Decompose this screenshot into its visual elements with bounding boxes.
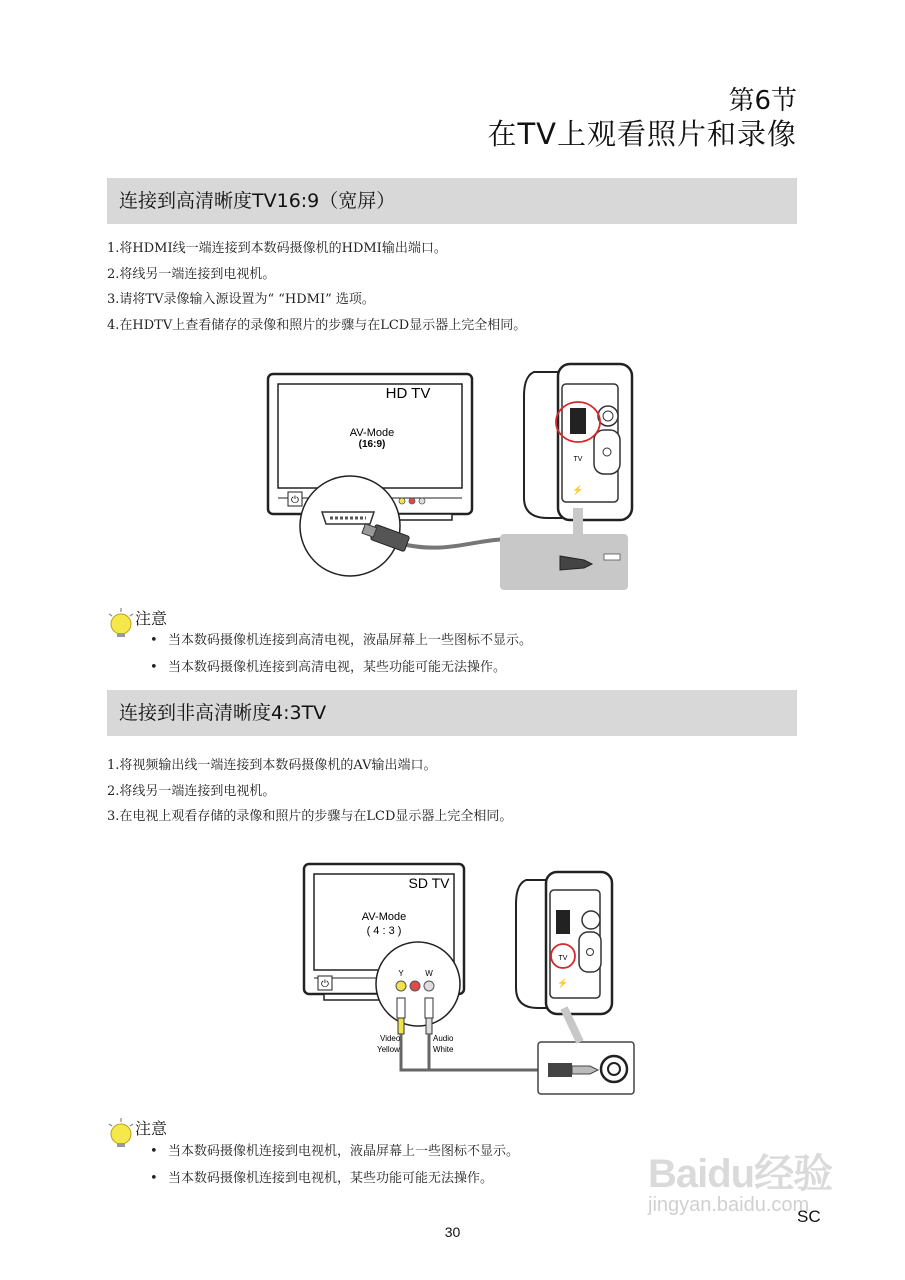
note-list-sdtv bbox=[150, 1138, 519, 1192]
hdmi-port-icon bbox=[322, 512, 374, 524]
chapter-number: 第6节 bbox=[728, 86, 797, 116]
step-item: 4.在HDTV上查看储存的录像和照片的步骤与在LCD显示器上完全相同。 bbox=[107, 317, 527, 333]
watermark-url: jingyan.baidu.com bbox=[648, 1194, 810, 1216]
camcorder-icon bbox=[516, 872, 612, 1014]
svg-text:⏻: ⏻ bbox=[291, 495, 299, 506]
mode-label: AV-Mode bbox=[361, 911, 407, 923]
step-item: 1.将HDMI线一端连接到本数码摄像机的HDMI输出端口。 bbox=[107, 241, 447, 256]
steps-list-hdtv bbox=[107, 236, 526, 338]
tv-label: SD TV bbox=[408, 875, 450, 891]
hdtv-connection-diagram bbox=[262, 358, 642, 594]
note-list-hdtv bbox=[150, 627, 532, 681]
svg-text:⚡: ⚡ bbox=[572, 485, 584, 495]
page-number: 30 bbox=[444, 1224, 461, 1240]
mode-label: AV-Mode bbox=[349, 427, 395, 439]
note-title: 注意 bbox=[135, 609, 168, 628]
step-item: 1.将视频输出线一端连接到本数码摄像机的AV输出端口。 bbox=[107, 758, 437, 773]
note-item: • 当本数码摄像机连接到高清电视，液晶屏幕上一些图标不显示。 bbox=[150, 633, 533, 648]
language-code: SC bbox=[797, 1207, 821, 1226]
step-item: 2.将线另一端连接到电视机。 bbox=[107, 266, 276, 282]
step-item: 3.在电视上观看存储的录像和照片的步骤与在LCD显示器上完全相同。 bbox=[107, 809, 513, 824]
step-item: 2.将线另一端连接到电视机。 bbox=[107, 783, 276, 799]
note-title: 注意 bbox=[135, 1119, 168, 1138]
jack-w-label: W bbox=[425, 969, 433, 978]
mode-value: ( 4 : 3 ) bbox=[366, 925, 402, 937]
audio-color-label: White bbox=[433, 1045, 454, 1054]
watermark-brand: Baidu经验 bbox=[648, 1152, 833, 1196]
step-item: 3.请将TV录像输入源设置为“ “HDMI” 选项。 bbox=[107, 292, 375, 307]
tv-label: HD TV bbox=[385, 385, 431, 402]
steps-list-sdtv bbox=[107, 753, 512, 830]
section-heading-sdtv: 连接到非高清晰度4:3TV bbox=[107, 690, 797, 736]
svg-text:⚡: ⚡ bbox=[557, 978, 569, 988]
section-heading-hdtv: 连接到高清晰度TV16:9（宽屏） bbox=[107, 178, 797, 224]
audio-label: Audio bbox=[433, 1034, 454, 1043]
chapter-title: 在TV上观看照片和录像 bbox=[487, 117, 797, 151]
video-color-label: Yellow bbox=[377, 1045, 400, 1054]
sdtv-connection-diagram bbox=[298, 858, 643, 1098]
zoom-circle bbox=[300, 476, 400, 576]
jack-y-label: Y bbox=[398, 969, 404, 978]
video-label: Video bbox=[380, 1034, 401, 1043]
tv-port-label: TV bbox=[558, 955, 568, 962]
note-item: • 当本数码摄像机连接到高清电视，某些功能可能无法操作。 bbox=[150, 660, 507, 675]
tv-port-label: TV bbox=[573, 456, 583, 463]
note-item: • 当本数码摄像机连接到电视机，某些功能可能无法操作。 bbox=[150, 1171, 494, 1186]
mode-value: (16:9) bbox=[358, 439, 386, 450]
note-item: • 当本数码摄像机连接到电视机，液晶屏幕上一些图标不显示。 bbox=[150, 1144, 520, 1159]
svg-text:⏻: ⏻ bbox=[321, 979, 329, 990]
